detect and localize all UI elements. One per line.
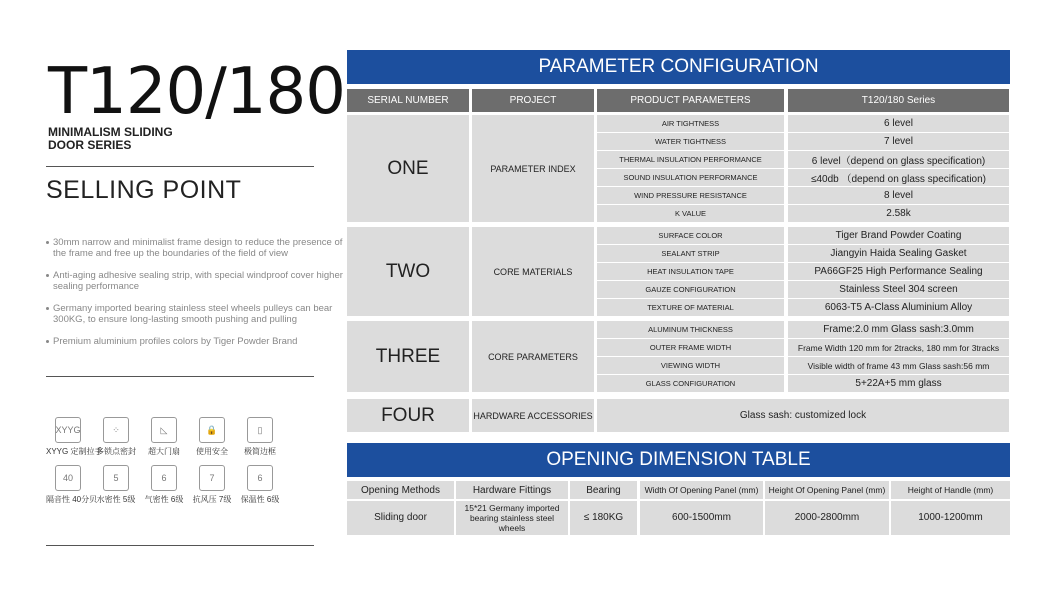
parameter-value-cell: Jiangyin Haida Sealing Gasket: [788, 245, 1009, 262]
selling-point: Anti-aging adhesive sealing strip, with special windproof cover higher sealing performance: [46, 270, 346, 292]
config-header-cell: SERIAL NUMBER: [347, 89, 469, 112]
parameter-label-cell: GLASS CONFIGURATION: [597, 375, 784, 392]
parameter-value-cell: Frame Width 120 mm for 2tracks, 180 mm for 3tracks: [788, 339, 1009, 356]
dimension-header-cell: Opening Methods: [347, 481, 454, 499]
parameter-value-cell: 7 level: [788, 133, 1009, 150]
selling-point-heading: SELLING POINT: [46, 176, 242, 204]
parameter-label-cell: GAUZE CONFIGURATION: [597, 281, 784, 298]
feature-icon-label: 气密性 6级: [144, 495, 184, 504]
parameter-value-cell: 6063-T5 A-Class Aluminium Alloy: [788, 299, 1009, 316]
feature-icon-label: 多锁点密封: [96, 447, 136, 456]
parameter-value-cell: 6 level: [788, 115, 1009, 132]
parameter-label-cell: SEALANT STRIP: [597, 245, 784, 262]
parameter-label-cell: AIR TIGHTNESS: [597, 115, 784, 132]
feature-icon-cell: [190, 417, 234, 457]
feature-icon-label: 水密性 5级: [96, 495, 136, 504]
dimension-header-cell: Hardware Fittings: [456, 481, 568, 499]
parameter-value-cell: Frame:2.0 mm Glass sash:3.0mm: [788, 321, 1009, 338]
feature-icon-cell: [46, 417, 103, 457]
model-title: T120/180: [48, 55, 345, 129]
series-subtitle: [48, 126, 173, 152]
serial-number-cell: THREE: [347, 321, 469, 392]
project-cell: PARAMETER INDEX: [472, 115, 594, 222]
parameter-label-cell: SURFACE COLOR: [597, 227, 784, 244]
config-header-cell: T120/180 Series: [788, 89, 1009, 112]
safety-lock-icon: 🔒: [199, 417, 225, 443]
parameter-label-cell: K VALUE: [597, 205, 784, 222]
divider-middle: [46, 376, 314, 377]
parameter-value-cell: Tiger Brand Powder Coating: [788, 227, 1009, 244]
feature-icon-label: XYYG 定制拉手: [46, 447, 103, 456]
config-header-cell: PRODUCT PARAMETERS: [597, 89, 784, 112]
parameter-value-cell: 8 level: [788, 187, 1009, 204]
parameter-configuration-banner: PARAMETER CONFIGURATION: [347, 50, 1010, 84]
parameter-label-cell: HEAT INSULATION TAPE: [597, 263, 784, 280]
feature-icon-cell: [190, 465, 234, 505]
parameter-label-cell: THERMAL INSULATION PERFORMANCE: [597, 151, 784, 168]
config-header-cell: PROJECT: [472, 89, 594, 112]
serial-number-cell: ONE: [347, 115, 469, 222]
feature-icon-cell: [46, 465, 98, 505]
dimension-value-cell: 600-1500mm: [640, 501, 763, 535]
feature-icon-label: 超大门扇: [148, 447, 180, 456]
feature-icon-label: 使用安全: [196, 447, 228, 456]
narrow-frame-icon: ▯: [247, 417, 273, 443]
divider-top: [46, 166, 314, 167]
feature-icon-cell: [94, 465, 138, 505]
series-line-2: DOOR SERIES: [48, 138, 132, 152]
serial-number-cell: TWO: [347, 227, 469, 316]
parameter-value-cell: 2.58k: [788, 205, 1009, 222]
dimension-value-cell: 2000-2800mm: [765, 501, 889, 535]
feature-icon-label: 抗风压 7级: [192, 495, 232, 504]
xyyg-logo-icon: XYYG: [55, 417, 81, 443]
divider-bottom: [46, 545, 314, 546]
water-tightness-icon: 5: [103, 465, 129, 491]
feature-icon-label: 保温性 6级: [240, 495, 280, 504]
feature-icons-row: [46, 417, 286, 457]
parameter-label-cell: SOUND INSULATION PERFORMANCE: [597, 169, 784, 186]
series-line-1: MINIMALISM SLIDING: [48, 125, 173, 139]
feature-icon-cell: [142, 417, 186, 457]
feature-icon-label: 极简边框: [244, 447, 276, 456]
parameter-label-cell: WATER TIGHTNESS: [597, 133, 784, 150]
selling-point: Premium aluminium profiles colors by Tiger Powder Brand: [46, 336, 346, 347]
feature-icon-label: 隔音性 40分贝: [46, 495, 98, 504]
heat-insulation-icon: 6: [247, 465, 273, 491]
parameter-value-cell: 6 level（depend on glass specification): [788, 151, 1009, 168]
parameter-value-cell: Glass sash: customized lock: [597, 399, 1009, 432]
parameter-label-cell: WIND PRESSURE RESISTANCE: [597, 187, 784, 204]
sound-insulation-icon: 40: [55, 465, 81, 491]
dimension-header-cell: Height Of Opening Panel (mm): [765, 481, 889, 499]
dimension-value-cell: Sliding door: [347, 501, 454, 535]
feature-icon-cell: [142, 465, 186, 505]
dimension-header-cell: Bearing: [570, 481, 637, 499]
selling-point: 30mm narrow and minimalist frame design to reduce the presence of the frame and free up the boundaries of the field of view: [46, 237, 346, 259]
wind-resistance-icon: 7: [199, 465, 225, 491]
serial-number-cell: FOUR: [347, 399, 469, 432]
selling-points-list: [46, 237, 346, 358]
feature-icon-cell: [94, 417, 138, 457]
dimension-header-cell: Width Of Opening Panel (mm): [640, 481, 763, 499]
parameter-value-cell: Visible width of frame 43 mm Glass sash:56 mm: [788, 357, 1009, 374]
parameter-label-cell: TEXTURE OF MATERIAL: [597, 299, 784, 316]
large-door-icon: ◺: [151, 417, 177, 443]
dimension-value-cell: ≤ 180KG: [570, 501, 637, 535]
project-cell: CORE MATERIALS: [472, 227, 594, 316]
parameter-value-cell: ≤40db （depend on glass specification): [788, 169, 1009, 186]
opening-dimension-banner: OPENING DIMENSION TABLE: [347, 443, 1010, 477]
parameter-value-cell: 5+22A+5 mm glass: [788, 375, 1009, 392]
feature-icon-cell: [238, 465, 282, 505]
dimension-value-cell: 15*21 Germany imported bearing stainless steel wheels: [456, 501, 568, 535]
parameter-value-cell: Stainless Steel 304 screen: [788, 281, 1009, 298]
air-tightness-icon: 6: [151, 465, 177, 491]
parameter-value-cell: PA66GF25 High Performance Sealing: [788, 263, 1009, 280]
feature-icons-row: [46, 465, 286, 505]
parameter-label-cell: VIEWING WIDTH: [597, 357, 784, 374]
project-cell: HARDWARE ACCESSORIES: [472, 399, 594, 432]
project-cell: CORE PARAMETERS: [472, 321, 594, 392]
selling-point: Germany imported bearing stainless steel wheels pulleys can bear 300KG, to ensure long-lasting smooth pushing and pulling: [46, 303, 346, 325]
feature-icons: [46, 417, 286, 513]
parameter-label-cell: ALUMINUM THICKNESS: [597, 321, 784, 338]
multipoint-lock-icon: ⁘: [103, 417, 129, 443]
dimension-value-cell: 1000-1200mm: [891, 501, 1010, 535]
parameter-label-cell: OUTER FRAME WIDTH: [597, 339, 784, 356]
feature-icon-cell: [238, 417, 282, 457]
dimension-header-cell: Height of Handle (mm): [891, 481, 1010, 499]
